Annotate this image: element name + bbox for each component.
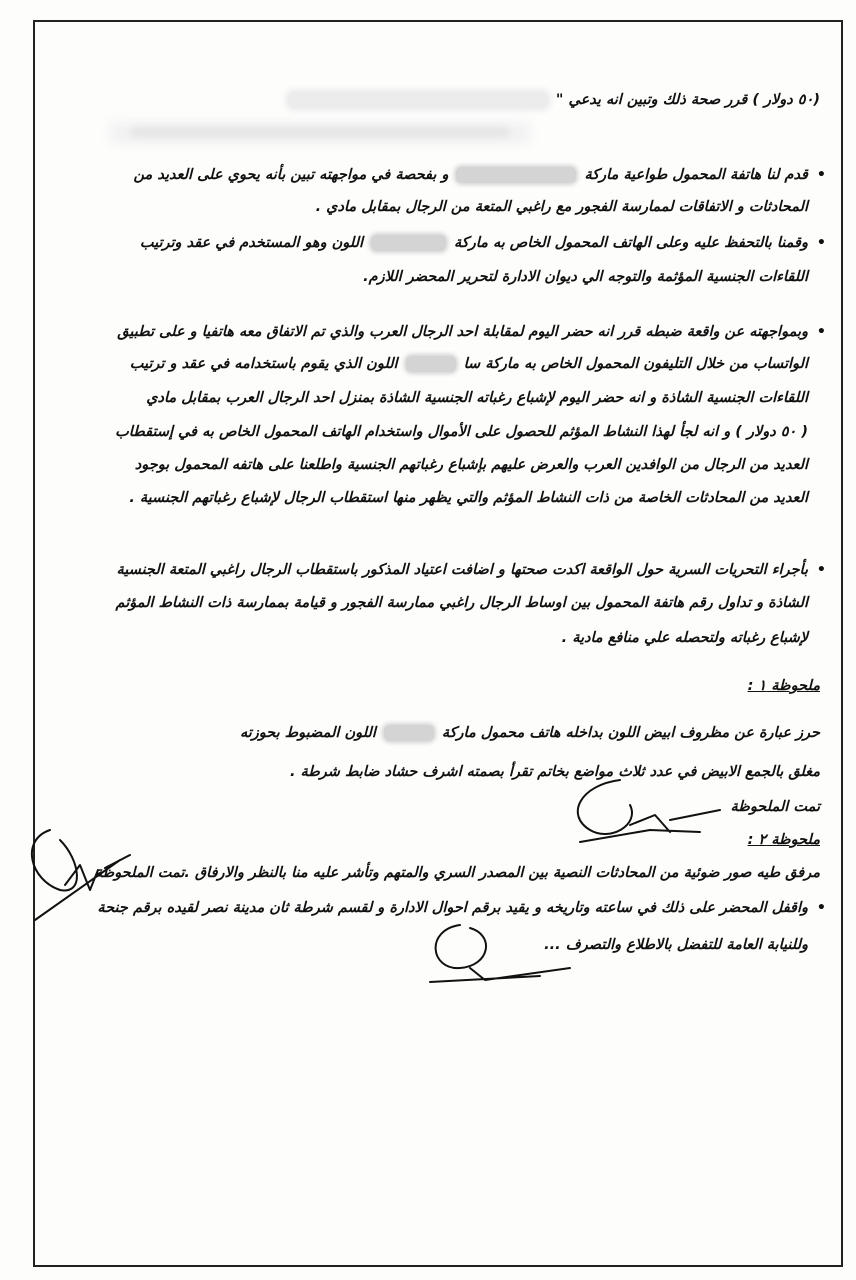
text: (٥٠ دولار ) قرر صحة ذلك وتبين انه يدعي " [555, 92, 820, 108]
bullet-1-line-a [134, 165, 809, 185]
redaction [371, 235, 446, 251]
text: و بفحصة في مواجهته تبين بأنه يحوي على العديد من [133, 167, 449, 183]
bullet-5-line-b: وللنيابة العامة للتفضل بالاطلاع والتصرف ... [544, 937, 808, 953]
signature-3 [420, 920, 580, 990]
bullet-3-line-d: ( ٥٠ دولار ) و انه لجأ لهذا النشاط المؤثم للحصول على الأموال واستخدام الهاتف المحمول الخاص به في إستقطاب [115, 424, 808, 440]
signature-1 [560, 770, 730, 850]
redaction [288, 92, 548, 108]
note-1-line-a [240, 723, 820, 743]
redaction [130, 126, 510, 138]
redaction [406, 356, 456, 372]
bullet-2-line-b: اللقاءات الجنسية المؤثمة والتوجه الي ديوان الادارة لتحرير المحضر اللازم. [363, 269, 808, 285]
bullet-5-line-a: • واقفل المحضر على ذلك في ساعته وتاريخه و يقيد برقم احوال الادارة و لقسم شرطة ثان مدينة نصر لقيده برقم جنحة [97, 898, 808, 918]
bullet-3-line-f: العديد من المحادثات الخاصة من ذات النشاط المؤثم والتي يظهر منها استقطاب الرجال لإشباع رغباتهم الجنسية . [129, 490, 808, 506]
redaction [384, 725, 434, 741]
bullet-4-line-c: لإشباع رغباته ولتحصله علي منافع مادية . [561, 630, 808, 646]
bullet-3-line-c: اللقاءات الجنسية الشاذة و انه حضر اليوم لإشباع رغباته الجنسية الشاذة بمنزل احد الرجال العرب بمقابل مادي [146, 390, 808, 406]
note-done-label: تمت الملحوظة [730, 799, 820, 815]
text-line [280, 90, 820, 110]
text: وقمنا بالتحفظ عليه وعلى الهاتف المحمول الخاص به ماركة [454, 235, 808, 251]
text: الواتساب من خلال التليفون المحمول الخاص به ماركة سا [463, 356, 808, 372]
note-2-line-a: مرفق طيه صور ضوئية من المحادثات النصية بين المصدر السري والمتهم وتأشر عليه منا بالنظر والارفاق .تمت الملحوظة [94, 865, 820, 881]
bullet-2-line-a [140, 233, 808, 253]
bullet-3-line-a: • وبمواجهته عن واقعة ضبطه قرر انه حضر اليوم لمقابلة احد الرجال العرب والذي تم الاتفاق معه هاتفيا و على تطبيق [117, 322, 808, 342]
note-1-heading: ملحوظة ١ : [747, 678, 820, 694]
text: اللون وهو المستخدم في عقد وترتيب [139, 235, 364, 251]
note-2-heading: ملحوظة ٢ : [747, 832, 820, 848]
note-1-line-b: مغلق بالجمع الابيض في عدد ثلاث مواضع بخاتم تقرأ بصمته اشرف حشاد ضابط شرطة . [289, 764, 820, 780]
text: اللون المضبوط بحوزته [239, 725, 376, 741]
text: قدم لنا هاتفة المحمول طواعية ماركة [584, 167, 808, 183]
text: حرز عبارة عن مظروف ابيض اللون بداخله هاتف محمول ماركة [441, 725, 820, 741]
text: اللون الذي يقوم باستخدامه في عقد و ترتيب [129, 356, 398, 372]
signature-2 [20, 820, 130, 940]
bullet-4-line-b: الشاذة و تداول رقم هاتفة المحمول بين اوساط الرجال راغبي ممارسة الفجور و قيامة بممارسة ذات النشاط المؤثم [115, 595, 808, 611]
bullet-3-line-e: العديد من الرجال من الوافدين العرب والعرض عليهم بإشباع رغباتهم الجنسية واطلعنا على هاتفه المحمول بوجود [134, 457, 808, 473]
bullet-1-line-b: المحادثات و الاتفاقات لممارسة الفجور مع راغبي المتعة من الرجال بمقابل مادي . [315, 199, 808, 215]
bullet-4-line-a: • بأجراء التحريات السرية حول الواقعة اكدت صحتها و اضافت اعتياد المذكور باستقطاب الرجال راغبي المتعة الجنسية [117, 560, 809, 580]
redaction [456, 167, 576, 183]
bullet-3-line-b [130, 354, 808, 374]
